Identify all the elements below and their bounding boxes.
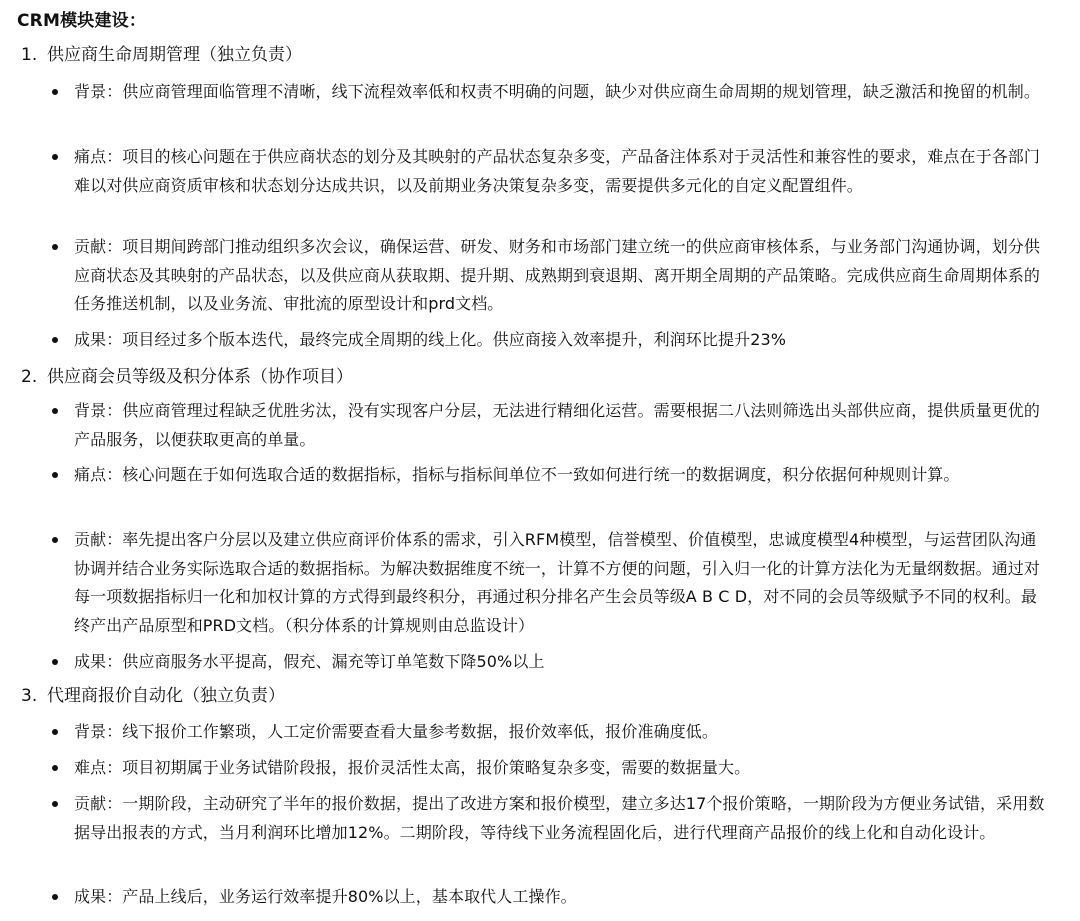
list-item-text: 贡献：项目期间跨部门推动组织多次会议，确保运营、研发、财务和市场部门建立统一的供应商审核体系，与业务部门沟通协调，划分供应商状态及其映射的产品状态，以及供应商从获取期、提升期、成熟期到衰退期、离开期全周期的产品策略。完成供应商生命周期体系的任务推送机制，以及业务流、审批流的原型设计和prd文档。 — [74, 237, 1041, 313]
list-item — [52, 754, 1052, 783]
list-item — [52, 326, 1052, 355]
section-heading — [21, 43, 302, 67]
section-heading — [21, 684, 285, 708]
list-item-text: 背景：供应商管理过程缺乏优胜劣汰，没有实现客户分层，无法进行精细化运营。需要根据二八法则筛选出头部供应商，提供质量更优的产品服务，以便获取更高的单量。 — [74, 401, 1041, 449]
bullet-icon — [52, 337, 58, 343]
list-item-text: 成果：项目经过多个版本迭代，最终完成全周期的线上化。供应商接入效率提升，利润环比提升23% — [74, 330, 787, 349]
section-number: 1. — [21, 45, 38, 65]
bullet-icon — [52, 472, 58, 478]
list-item-text: 贡献：一期阶段，主动研究了半年的报价数据，提出了改进方案和报价模型，建立多达17个报价策略，一期阶段为方便业务试错，采用数据导出报表的方式，当月利润环比增加12%。二期阶段，等待线下业务流程固化后，进行代理商产品报价的线上化和自动化设计。 — [74, 794, 1045, 842]
bullet-icon — [52, 659, 58, 665]
list-item-text: 背景：线下报价工作繁琐，人工定价需要查看大量参考数据，报价效率低，报价准确度低。 — [74, 722, 719, 741]
bullet-icon — [52, 765, 58, 771]
list-item — [52, 397, 1052, 454]
list-item — [52, 883, 1052, 912]
list-item — [52, 790, 1052, 847]
bullet-icon — [52, 244, 58, 250]
list-item — [52, 233, 1052, 319]
bullet-icon — [52, 894, 58, 900]
list-item — [52, 461, 1052, 490]
list-item-text: 背景：供应商管理面临管理不清晰，线下流程效率低和权责不明确的问题，缺少对供应商生命周期的规划管理，缺乏激活和挽留的机制。 — [74, 82, 1041, 101]
section-number: 2. — [21, 367, 38, 387]
bullet-icon — [52, 89, 58, 95]
bullet-icon — [52, 801, 58, 807]
list-item-text: 成果：供应商服务水平提高，假充、漏充等订单笔数下降50%以上 — [74, 652, 545, 671]
bullet-icon — [52, 537, 58, 543]
list-item-text: 痛点：核心问题在于如何选取合适的数据指标，指标与指标间单位不一致如何进行统一的数据调度，积分依据何种规则计算。 — [74, 465, 960, 484]
list-item-text: 痛点：项目的核心问题在于供应商状态的划分及其映射的产品状态复杂多变，产品备注体系对于灵活性和兼容性的要求，难点在于各部门难以对供应商资质审核和状态划分达成共识，以及前期业务决策复杂多变，需要提供多元化的自定义配置组件。 — [74, 147, 1041, 195]
section-title: 供应商会员等级及积分体系（协作项目） — [47, 367, 353, 387]
list-item — [52, 526, 1052, 640]
bullet-icon — [52, 154, 58, 160]
section-title: 供应商生命周期管理（独立负责） — [47, 45, 302, 65]
list-item — [52, 718, 1052, 747]
list-item-text: 成果：产品上线后，业务运行效率提升80%以上，基本取代人工操作。 — [74, 887, 577, 906]
section-number: 3. — [21, 686, 38, 706]
section-title: 代理商报价自动化（独立负责） — [47, 686, 285, 706]
document-title: CRM模块建设： — [17, 11, 147, 31]
list-item-text: 难点：项目初期属于业务试错阶段报，报价灵活性太高，报价策略复杂多变，需要的数据量大。 — [74, 758, 751, 777]
bullet-icon — [52, 408, 58, 414]
bullet-icon — [52, 729, 58, 735]
section-heading — [21, 365, 353, 389]
list-item — [52, 143, 1052, 200]
list-item — [52, 78, 1052, 107]
list-item-text: 贡献：率先提出客户分层以及建立供应商评价体系的需求，引入RFM模型，信誉模型、价值模型，忠诚度模型4种模型，与运营团队沟通协调并结合业务实际选取合适的数据指标。为解决数据维度不统一，计算不方便的问题，引入归一化的计算方法化为无量纲数据。通过对每一项数据指标归一化和加权计算的方式得到最终积分，再通过积分排名产生会员等级A B C D，对不同的会员等级赋予不同的权利。最终产出产品原型和PRD文档。（积分体系的计算规则由总监设计） — [74, 530, 1041, 635]
list-item — [52, 648, 1052, 677]
